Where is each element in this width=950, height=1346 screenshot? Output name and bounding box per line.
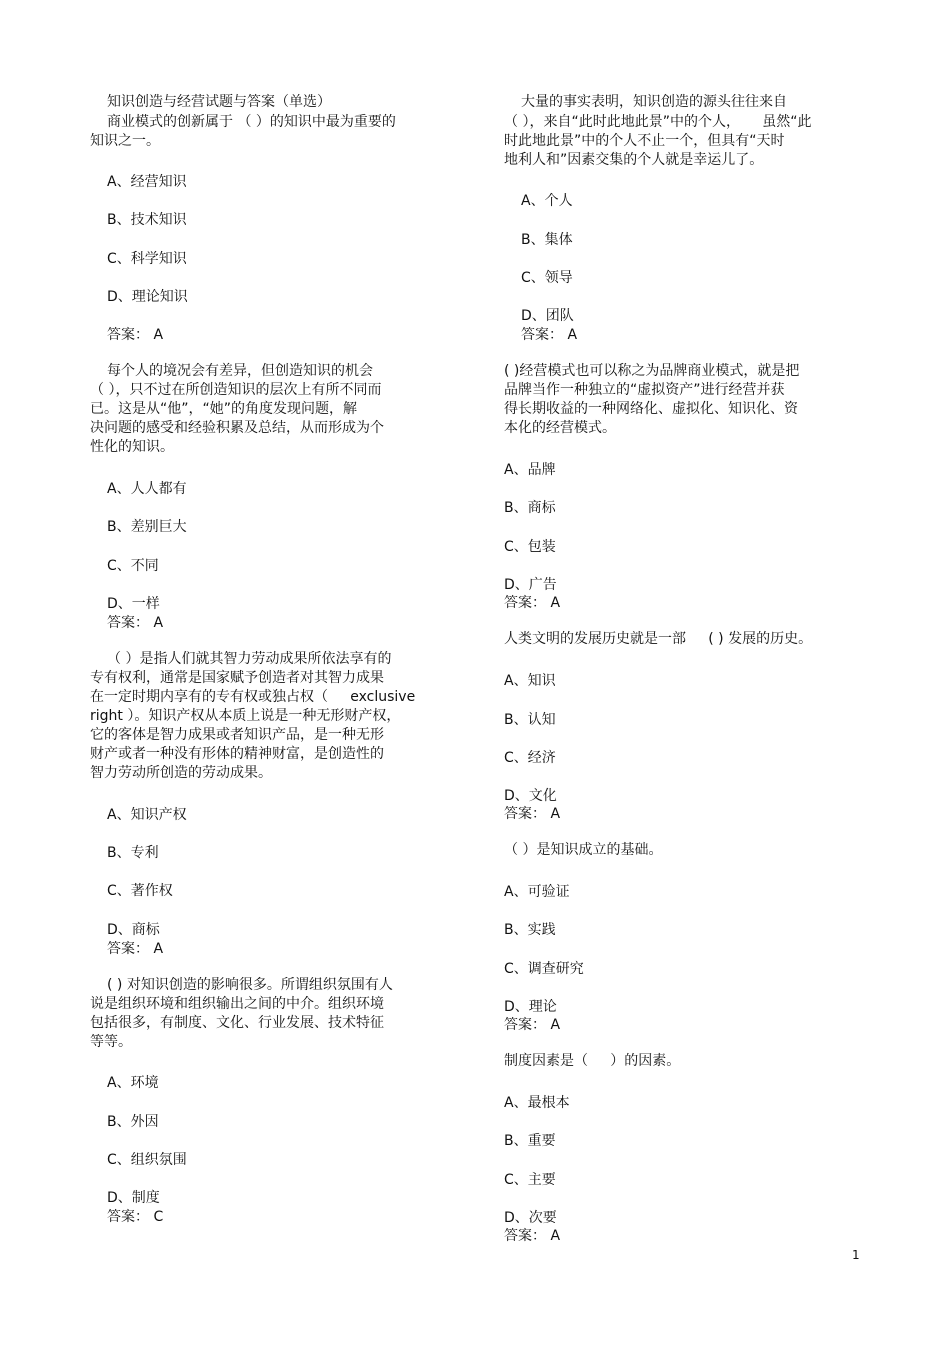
q6-line: ( )经营模式也可以称之为品牌商业模式，就是把 <box>504 363 800 379</box>
q3-line: 智力劳动所创造的劳动成果。 <box>90 765 272 781</box>
q5-option: C、领导 <box>521 270 573 286</box>
q2-line: （ ），只不过在所创造知识的层次上有所不同而 <box>90 382 382 398</box>
q6-option: A、品牌 <box>504 462 556 478</box>
q6-option: C、包装 <box>504 539 556 555</box>
q3-option: A、知识产权 <box>107 807 187 823</box>
q4-line: 说是组织环境和组织输出之间的中介。组织环境 <box>90 996 384 1012</box>
q1-option: A、经营知识 <box>107 174 187 190</box>
q9-option: A、最根本 <box>504 1095 570 1111</box>
q2-line: 已。这是从“他”，“她”的角度发现问题，解 <box>90 401 358 417</box>
q8-option: A、可验证 <box>504 884 570 900</box>
q4-line: 等等。 <box>90 1034 132 1050</box>
q5-answer: 答案： A <box>521 327 578 343</box>
document-title: 知识创造与经营试题与答案（单选） <box>107 94 331 110</box>
q2-line: 性化的知识。 <box>90 439 174 455</box>
q4-option: B、外因 <box>107 1114 159 1130</box>
q8-line: （ ）是知识成立的基础。 <box>504 842 663 858</box>
q4-option: D、制度 <box>107 1190 160 1206</box>
q5-option: D、团队 <box>521 308 574 324</box>
q2-option: A、人人都有 <box>107 481 187 497</box>
q2-line: 每个人的境况会有差异，但创造知识的机会 <box>107 363 373 379</box>
q9-option: B、重要 <box>504 1133 556 1149</box>
q5-line: 时此地此景”中的个人不止一个，但具有“天时 <box>504 133 785 149</box>
q7-option: B、认知 <box>504 712 556 728</box>
q8-option: C、调查研究 <box>504 961 584 977</box>
q5-option: B、集体 <box>521 232 573 248</box>
q6-option: B、商标 <box>504 500 556 516</box>
q3-line: （ ）是指人们就其智力劳动成果所依法享有的 <box>107 651 392 667</box>
q3-line: 专有权利，通常是国家赋予创造者对其智力成果 <box>90 670 384 686</box>
q3-option: D、商标 <box>107 922 160 938</box>
q4-line: ( ) 对知识创造的影响很多。所谓组织氛围有人 <box>107 977 393 993</box>
q6-line: 得长期收益的一种网络化、虚拟化、知识化、资 <box>504 401 798 417</box>
q6-option: D、广告 <box>504 577 557 593</box>
q7-option: A、知识 <box>504 673 556 689</box>
q9-option: C、主要 <box>504 1172 556 1188</box>
page-number: 1 <box>852 1248 860 1262</box>
q2-line: 决问题的感受和经验积累及总结，从而形成为个 <box>90 420 384 436</box>
q5-option: A、个人 <box>521 193 573 209</box>
q4-option: A、环境 <box>107 1075 159 1091</box>
q3-option: B、专利 <box>107 845 159 861</box>
q9-option: D、次要 <box>504 1210 557 1226</box>
q1-answer: 答案： A <box>107 327 164 343</box>
q8-option: D、理论 <box>504 999 557 1015</box>
q3-line: 在一定时期内享有的专有权或独占权（ exclusive <box>90 689 416 705</box>
q1-line: 知识之一。 <box>90 133 160 149</box>
q9-answer: 答案： A <box>504 1228 561 1244</box>
q5-line: （ ），来自“此时此地此景”中的个人， 虽然“此 <box>504 114 812 130</box>
q4-line: 包括很多，有制度、文化、行业发展、技术特征 <box>90 1015 384 1031</box>
q3-option: C、著作权 <box>107 883 173 899</box>
q4-answer: 答案： C <box>107 1209 164 1225</box>
q7-option: D、文化 <box>504 788 557 804</box>
q6-answer: 答案： A <box>504 595 561 611</box>
q8-option: B、实践 <box>504 922 556 938</box>
q3-line: 财产或者一种没有形体的精神财富，是创造性的 <box>90 746 384 762</box>
q2-answer: 答案： A <box>107 615 164 631</box>
q3-answer: 答案： A <box>107 941 164 957</box>
q3-line: right ）。知识产权从本质上说是一种无形财产权， <box>90 708 401 724</box>
q1-option: D、理论知识 <box>107 289 188 305</box>
q5-line: 地利人和”因素交集的个人就是幸运儿了。 <box>504 152 764 168</box>
q2-option: D、一样 <box>107 596 160 612</box>
q6-line: 本化的经营模式。 <box>504 420 616 436</box>
q6-line: 品牌当作一种独立的“虚拟资产”进行经营并获 <box>504 382 785 398</box>
q2-option: C、不同 <box>107 558 159 574</box>
q7-answer: 答案： A <box>504 806 561 822</box>
q7-line: 人类文明的发展历史就是一部 ( ) 发展的历史。 <box>504 631 813 647</box>
q7-option: C、经济 <box>504 750 556 766</box>
q3-line: 它的客体是智力成果或者知识产品，是一种无形 <box>90 727 384 743</box>
q9-line: 制度因素是（ ）的因素。 <box>504 1053 681 1069</box>
q8-answer: 答案： A <box>504 1017 561 1033</box>
q1-line: 商业模式的创新属于 （ ）的知识中最为重要的 <box>107 114 396 130</box>
q1-option: C、科学知识 <box>107 251 187 267</box>
q5-line: 大量的事实表明，知识创造的源头往往来自 <box>521 94 787 110</box>
q4-option: C、组织氛围 <box>107 1152 187 1168</box>
q2-option: B、差别巨大 <box>107 519 187 535</box>
q1-option: B、技术知识 <box>107 212 187 228</box>
